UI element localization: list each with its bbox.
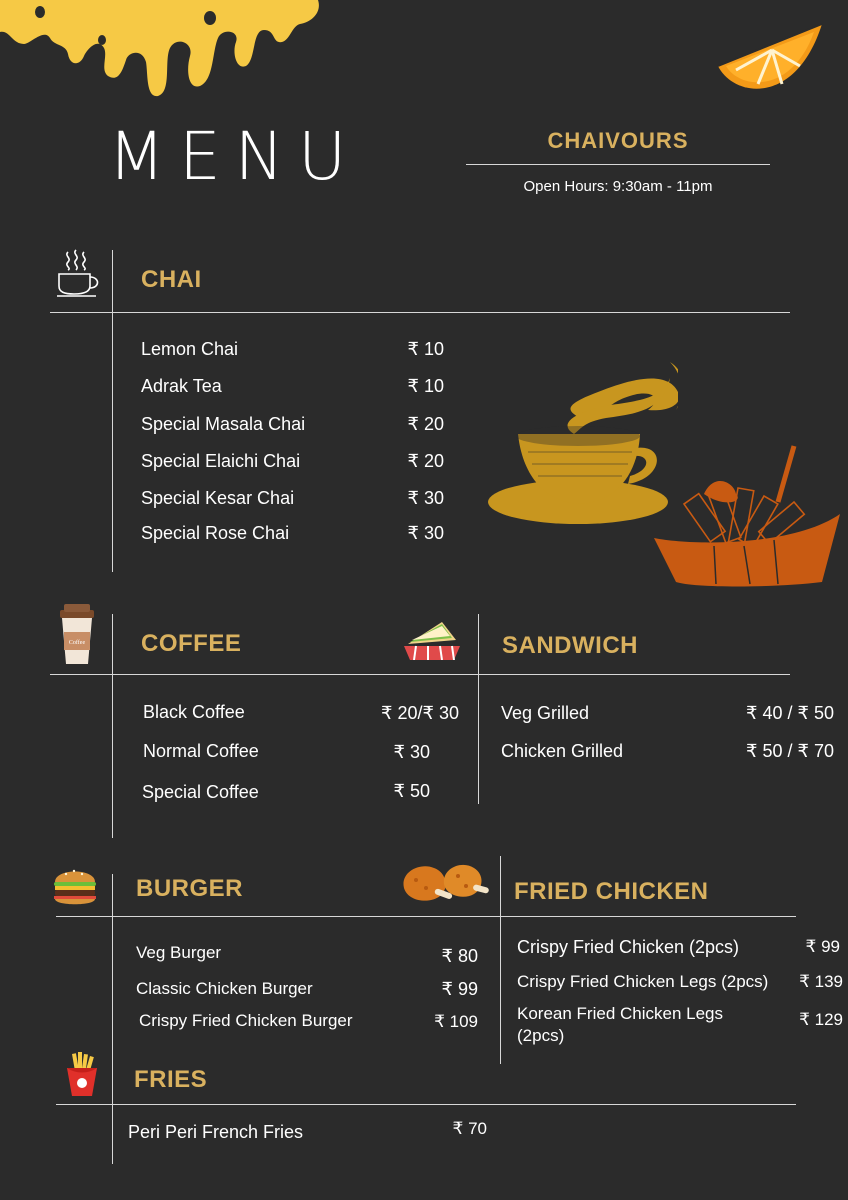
menu-item-price: ₹ 10 bbox=[407, 376, 444, 396]
chai-divider bbox=[50, 312, 790, 313]
menu-item-name: Adrak Tea bbox=[141, 376, 222, 396]
menu-item-price: ₹ 30 bbox=[407, 523, 444, 543]
menu-item-price: ₹ 20/₹ 30 bbox=[381, 703, 459, 723]
menu-item-name-continued: (2pcs) bbox=[517, 1026, 565, 1045]
menu-item-name: Peri Peri French Fries bbox=[128, 1122, 304, 1142]
burger-section-title: BURGER bbox=[136, 875, 244, 902]
menu-item-name: Crispy Fried Chicken Burger bbox=[139, 1011, 353, 1030]
coffee-cup-illustration bbox=[488, 352, 678, 532]
brand-divider bbox=[466, 164, 770, 165]
menu-item-price: ₹ 139 bbox=[799, 972, 843, 991]
menu-item-name: Special Coffee bbox=[142, 782, 259, 802]
menu-item-name: Special Masala Chai bbox=[141, 414, 306, 434]
menu-item-price: ₹ 50 bbox=[393, 781, 430, 801]
menu-item-name: Veg Grilled bbox=[501, 703, 590, 723]
coffee-takeaway-icon bbox=[58, 604, 96, 666]
menu-item-name: Classic Chicken Burger bbox=[136, 979, 313, 998]
sandwich-icon bbox=[402, 620, 462, 660]
coffee-vertical-divider bbox=[112, 614, 113, 838]
orange-slice-icon bbox=[714, 14, 826, 98]
menu-item-price: ₹ 129 bbox=[799, 1010, 843, 1029]
menu-item-name: Chicken Grilled bbox=[501, 741, 624, 761]
fries-tray-illustration bbox=[654, 442, 840, 590]
menu-item-price: ₹ 30 bbox=[407, 488, 444, 508]
menu-item-price: ₹ 109 bbox=[434, 1012, 478, 1031]
fried-chicken-section-title: FRIED CHICKEN bbox=[514, 878, 709, 905]
sandwich-section-title: SANDWICH bbox=[502, 632, 638, 659]
brand-name: CHAIVOURS bbox=[547, 128, 689, 153]
burger-chicken-hline bbox=[56, 916, 796, 917]
menu-item-price: ₹ 40 / ₹ 50 bbox=[746, 703, 834, 723]
menu-item-name: Special Rose Chai bbox=[141, 523, 290, 543]
burger-vertical-divider bbox=[112, 874, 113, 1164]
menu-item-name: Veg Burger bbox=[136, 943, 222, 962]
menu-item-name: Black Coffee bbox=[143, 702, 245, 722]
fried-chicken-icon bbox=[400, 858, 494, 908]
fries-section-title: FRIES bbox=[134, 1066, 208, 1093]
menu-item-price: ₹ 80 bbox=[441, 946, 478, 966]
menu-item-name: Korean Fried Chicken Legs bbox=[517, 1004, 724, 1023]
burger-icon bbox=[52, 864, 98, 908]
burger-chicken-divider bbox=[500, 856, 501, 1064]
coffee-section-title: COFFEE bbox=[141, 630, 242, 657]
chai-vertical-divider bbox=[112, 250, 113, 572]
fries-box-icon bbox=[64, 1052, 100, 1096]
menu-item-price: ₹ 30 bbox=[393, 742, 430, 762]
chai-section-title: CHAI bbox=[141, 266, 202, 293]
menu-item-name: Special Elaichi Chai bbox=[141, 451, 301, 471]
fries-hline bbox=[56, 1104, 796, 1105]
menu-item-price: ₹ 20 bbox=[407, 451, 444, 471]
menu-item-price: ₹ 99 bbox=[805, 937, 840, 956]
cheese-drip-icon bbox=[0, 0, 330, 100]
menu-item-price: ₹ 10 bbox=[407, 339, 444, 359]
menu-item-price: ₹ 20 bbox=[407, 414, 444, 434]
menu-item-name: Special Kesar Chai bbox=[141, 488, 295, 508]
coffee-sandwich-divider bbox=[478, 614, 479, 804]
tea-cup-icon bbox=[54, 248, 102, 298]
menu-item-price: ₹ 70 bbox=[452, 1119, 487, 1138]
menu-item-name: Crispy Fried Chicken (2pcs) bbox=[517, 937, 740, 957]
menu-item-name: Lemon Chai bbox=[141, 339, 239, 359]
menu-item-name: Normal Coffee bbox=[143, 741, 259, 761]
menu-item-name: Crispy Fried Chicken Legs (2pcs) bbox=[517, 972, 769, 991]
open-hours: Open Hours: 9:30am - 11pm bbox=[523, 178, 713, 195]
menu-item-price: ₹ 50 / ₹ 70 bbox=[746, 741, 834, 761]
coffee-cup-label: Coffee bbox=[68, 640, 86, 646]
page-title: MENU bbox=[108, 118, 361, 195]
coffee-sandwich-hline bbox=[50, 674, 790, 675]
menu-item-price: ₹ 99 bbox=[441, 979, 478, 999]
